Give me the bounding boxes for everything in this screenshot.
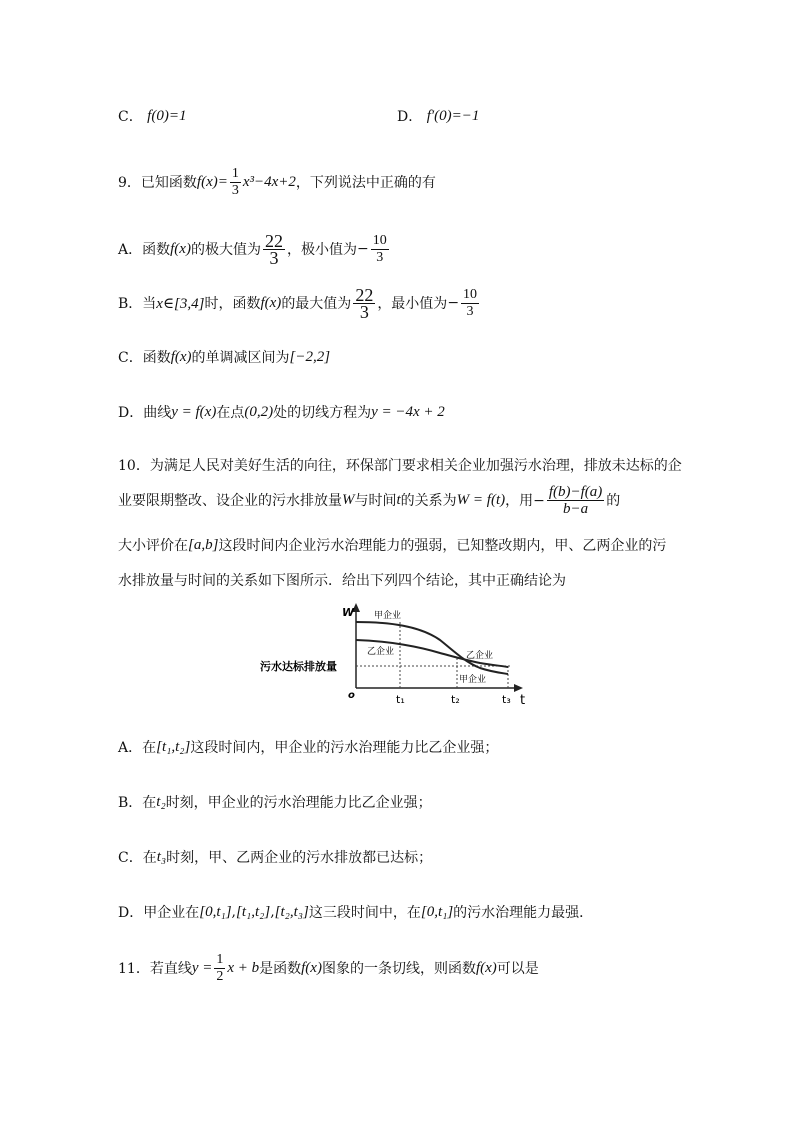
emission-figure (250, 600, 540, 712)
question-text: 9．已知函数 (118, 175, 197, 191)
q10-line-3: 大小评价在 [a,b] 这段时间内企业污水治理能力的强弱，已知整改期内，甲、乙两企业的污 (118, 536, 667, 554)
q10-line-1: 10．为满足人民对美好生活的向往，环保部门要求相关企业加强污水治理，排放未达标的企 (118, 458, 682, 474)
x-axis-arrow (514, 684, 523, 692)
q10-option-a: A．在 [t₁,t₂] 这段时间内，甲企业的污水治理能力比乙企业强； (118, 738, 499, 756)
q8-option-c (118, 106, 186, 126)
fraction: $\frac{22}{3}$ (264, 230, 283, 268)
option-label: C． (118, 109, 143, 125)
fraction: $\frac{1}{3}$ (231, 165, 239, 198)
q8-option-d (397, 106, 479, 126)
x-axis-label: t (520, 693, 526, 708)
label-yi-left: 乙企业 (367, 647, 395, 657)
option-label: D． (397, 109, 423, 125)
fraction: $\frac{f(b)-f(a)}{b-a}$ (548, 483, 603, 517)
option-expression: f′(0)=−1 (426, 107, 480, 124)
label-jia-bottom: 甲企业 (459, 675, 487, 685)
q9-option-b: B．当 x∈[3,4] 时，函数 f(x) 的最大值为 $\frac{22}{3}$ ，最小值为 − $\frac{10}{3}$ (118, 284, 478, 322)
q9-option-c: C．函数 f(x) 的单调减区间为 [−2,2] (118, 348, 331, 366)
label-yi-right: 乙企业 (466, 651, 494, 661)
q9-option-a: A．函数 f(x) 的极大值为 $\frac{22}{3}$ ，极小值为 − $\frac{10}{3}$ (118, 230, 387, 268)
q9-option-d: D．曲线 y = f(x) 在点 (0,2) 处的切线方程为 y = −4x + 2 (118, 403, 445, 421)
math-expression: x³−4x+2 (242, 173, 296, 190)
option-expression: f(0)=1 (147, 107, 187, 124)
q10-line-2: 业要限期整改、设企业的污水排放量 W 与时间 t 的关系为 W = f(t) ，用− $\frac{f(b)-f(a)}{b-a}$ 的 (118, 483, 621, 517)
standard-label: 污水达标排放量 (260, 660, 337, 673)
q10-option-c: C．在 t₃ 时刻，甲、乙两企业的污水排放都已达标； (118, 848, 433, 866)
tick-t1: t₁ (396, 693, 405, 706)
q10-option-b: B．在 t₂ 时刻，甲企业的污水治理能力比乙企业强； (118, 793, 432, 811)
question-text: ，下列说法中正确的有 (295, 175, 436, 191)
tick-t2: t₂ (451, 693, 460, 706)
q10-line-4: 水排放量与时间的关系如下图所示．给出下列四个结论，其中正确结论为 (118, 573, 566, 589)
fraction: $\frac{10}{3}$ (463, 286, 478, 319)
q11-stem: 11．若直线 y = $\frac{1}{2}$ x + b 是函数 f(x) 图象的一条切线，则函数 f(x) 可以是 (118, 951, 539, 984)
fraction: $\frac{22}{3}$ (355, 284, 374, 322)
y-axis-label: W (342, 606, 355, 619)
label-jia-top: 甲企业 (374, 611, 402, 621)
origin-label: o (348, 690, 355, 701)
q10-option-d: D．甲企业在 [0,t₁] , [t₁,t₂] , [t₂,t₃] 这三段时间中，在 [0,t₁] 的污水治理能力最强． (118, 903, 594, 921)
fraction: $\frac{10}{3}$ (372, 232, 387, 265)
math-expression: f(x)= (196, 173, 228, 190)
tick-t3: t₃ (502, 693, 511, 706)
q9-stem (118, 164, 436, 200)
fraction: $\frac{1}{2}$ (216, 951, 224, 984)
